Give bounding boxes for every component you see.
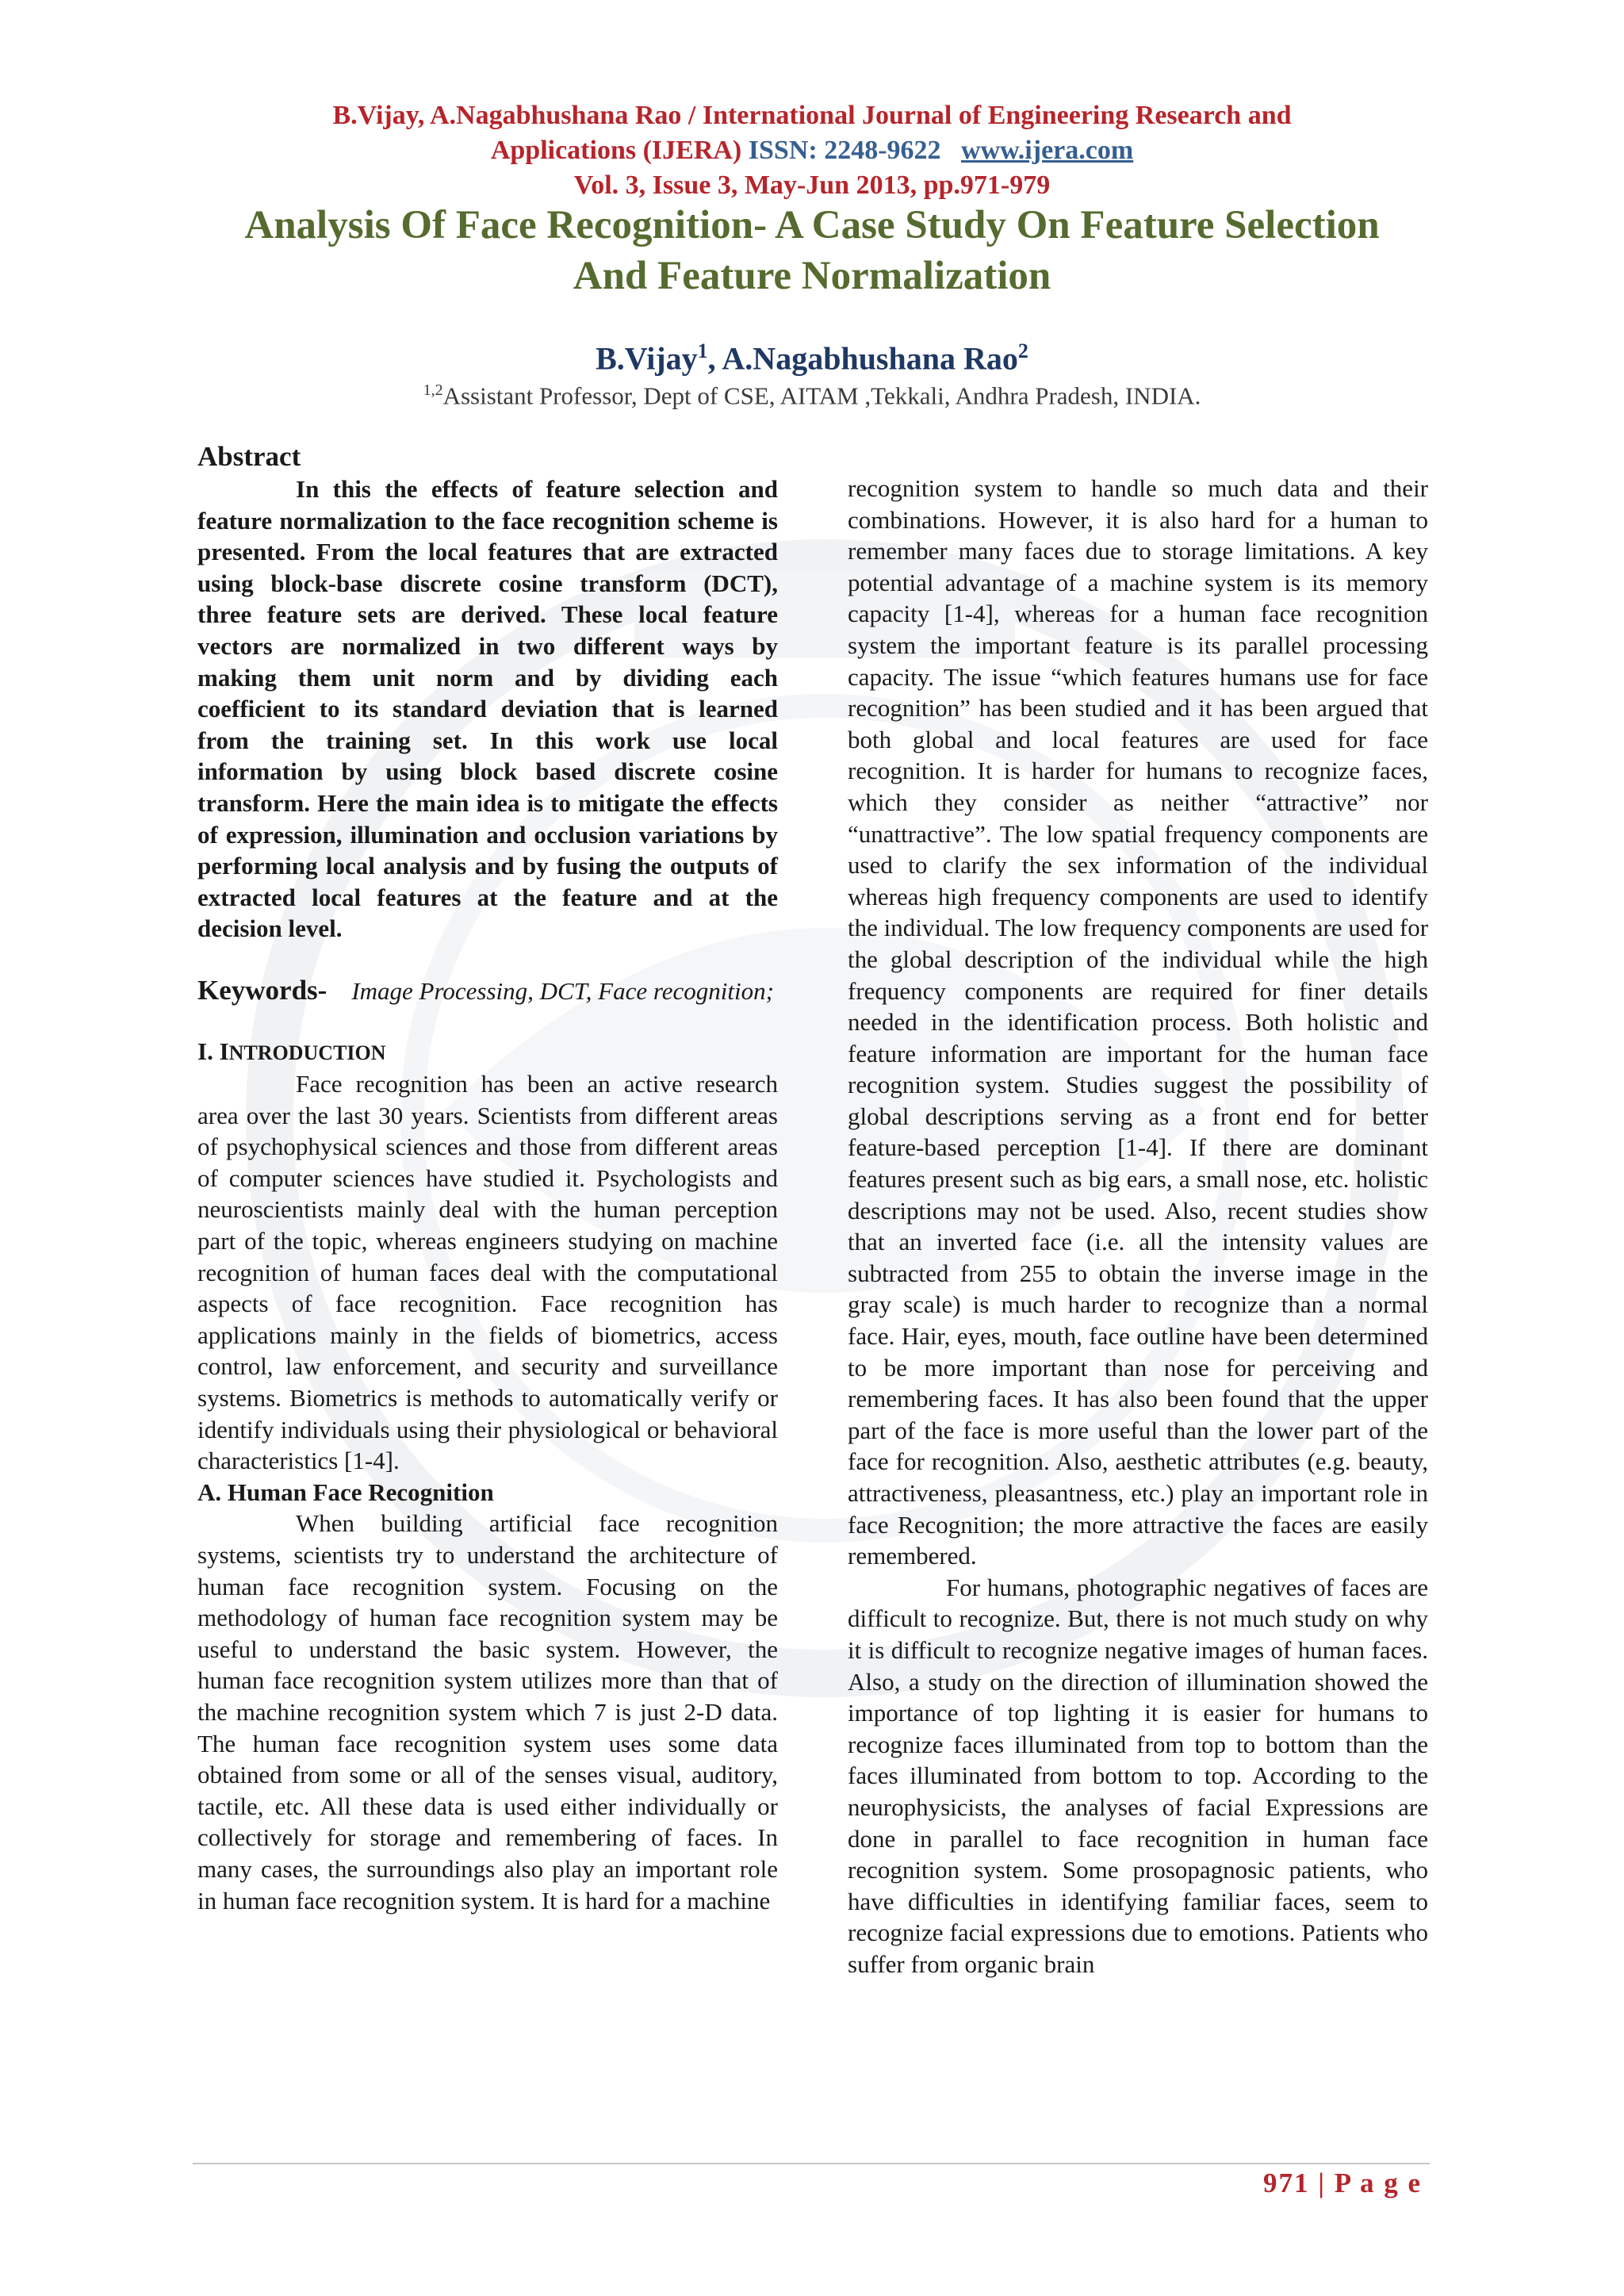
paper-title-line1: Analysis Of Face Recognition- A Case Study On Feature Selection xyxy=(244,203,1380,247)
paper-title xyxy=(0,200,1624,301)
keywords xyxy=(197,975,778,1007)
keywords-text: Image Processing, DCT, Face recognition; xyxy=(351,976,774,1005)
right-paragraph-2: For humans, photographic negatives of faces are difficult to recognize. But, there is not much study on why it is difficult to recognize negative images of human faces. Also, a study on the direction of illumination showed the importance of top lighting it is easier for humans to recognize faces illuminated from top to bottom than the faces illuminated from bottom to top. According to the neurophysicists, the analyses of facial Expressions are done in parallel to face recognition in human face recognition system. Some prosopagnosic patients, who have difficulties in identifying familiar faces, seem to recognize facial expressions due to emotions. Patients who suffer from organic brain xyxy=(848,1573,1428,1978)
author-1-sup: 1 xyxy=(697,339,708,362)
author-2-sup: 2 xyxy=(1017,339,1028,362)
journal-header-line2 xyxy=(0,133,1624,168)
section-heading-introduction xyxy=(197,1036,778,1069)
journal-name-end: Applications (IJERA) xyxy=(490,136,742,165)
keywords-label: Keywords- xyxy=(197,974,327,1006)
page-number: 971 | P a g e xyxy=(1263,2168,1422,2198)
author-list xyxy=(0,332,1624,378)
affiliation-text: Assistant Professor, Dept of CSE, AITAM ,Tekkali, Andhra Pradesh, INDIA. xyxy=(442,381,1201,410)
abstract-text: In this the effects of feature selection and feature normalization to the face recognition scheme is presented. From the local features that are extracted using block-base discrete cosine transform (DCT), three feature sets are derived. These local feature vectors are normalized in two different ways by making them unit norm and by dividing each coefficient to its standard deviation that is learned from the training set. In this work use local information by using block based discrete cosine transform. Here the main idea is to mitigate the effects of expression, illumination and occlusion variations by performing local analysis and by fusing the outputs of extracted local features at the feature and at the decision level. xyxy=(197,475,778,943)
section-number: I. I xyxy=(197,1037,229,1065)
intro-paragraph-1: Face recognition has been an active research area over the last 30 years. Scientists from different areas of psychophysical sciences and those from different areas of computer sciences have studied it. Psychologists and neuroscientists mainly deal with the human perception part of the topic, whereas engineers studying on machine recognition of human faces deal with the computational aspects of face recognition. Face recognition has applications mainly in the fields of biometrics, access control, law enforcement, and security and surveillance systems. Biometrics is methods to automatically verify or identify individuals using their physiological or behavioral characteristics [1-4]. xyxy=(197,1070,778,1475)
left-column xyxy=(197,440,778,1916)
issn: ISSN: 2248-9622 xyxy=(748,136,941,165)
author-1: B.Vijay xyxy=(596,340,698,377)
author-separator: , xyxy=(707,340,722,377)
intro-paragraph-2: When building artificial face recognition systems, scientists try to understand the architecture of human face recognition system. Focusing on the methodology of human face recognition system may be useful to understand the basic system. However, the human face recognition system utilizes more than that of the machine recognition system which 7 is just 2-D data. The human face recognition system uses some data obtained from some or all of the senses visual, auditory, tactile, etc. All these data is used either individually or collectively for storage and remembering of faces. In many cases, the surroundings also play an important role in human face recognition system. It is hard for a machine xyxy=(197,1509,778,1915)
affiliation xyxy=(0,374,1624,412)
right-column xyxy=(848,473,1428,1980)
footer-divider xyxy=(193,2163,1430,2164)
journal-header-line3: Vol. 3, Issue 3, May-Jun 2013, pp.971-979 xyxy=(573,171,1051,200)
right-paragraph-1: recognition system to handle so much data and their combinations. However, it is also hard for a human to remember many faces due to storage limitations. A key potential advantage of a machine system is its memory capacity [1-4], whereas for a human face recognition system the important feature is its parallel processing capacity. The issue “which features humans use for face recognition” has been studied and it has been argued that both global and local features are used for face recognition. It is harder for humans to recognize faces, which they consider as neither “attractive” nor “unattractive”. The low spatial frequency components are used to clarify the sex information of the individual whereas high frequency components are used to identify the individual. The low frequency components are used for the global description of the individual while the high frequency components are required for finer details needed in the identification process. Both holistic and feature information are important for the human face recognition system. Studies suggest the possibility of global descriptions serving as a front end for better feature-based perception [1-4]. If there are dominant features present such as big ears, a small nose, etc. holistic descriptions may not be used. Also, recent studies show that an inverted face (i.e. all the intensity values are subtracted from 255 to obtain the inverse image in the gray scale) is much harder to recognize than a normal face. Hair, eyes, mouth, face outline have been determined to be more important than nose for perceiving and remembering faces. It has also been found that the upper part of the face is more useful than the lower part of the face for recognition. Also, aesthetic attributes (e.g. beauty, attractiveness, pleasantness, etc.) play an important role in face Recognition; the more attractive the faces are easily remembered. xyxy=(848,474,1429,1570)
affiliation-sup: 1,2 xyxy=(423,381,443,399)
journal-header-line1: B.Vijay, A.Nagabhushana Rao / International Journal of Engineering Research and xyxy=(332,101,1292,130)
subsection-heading: A. Human Face Recognition xyxy=(197,1478,494,1506)
paper-title-line2: And Feature Normalization xyxy=(573,254,1051,298)
author-2: A.Nagabhushana Rao xyxy=(722,340,1018,377)
section-title: NTRODUCTION xyxy=(228,1041,386,1064)
journal-url-link[interactable]: www.ijera.com xyxy=(961,136,1134,165)
abstract-heading: Abstract xyxy=(197,441,301,472)
